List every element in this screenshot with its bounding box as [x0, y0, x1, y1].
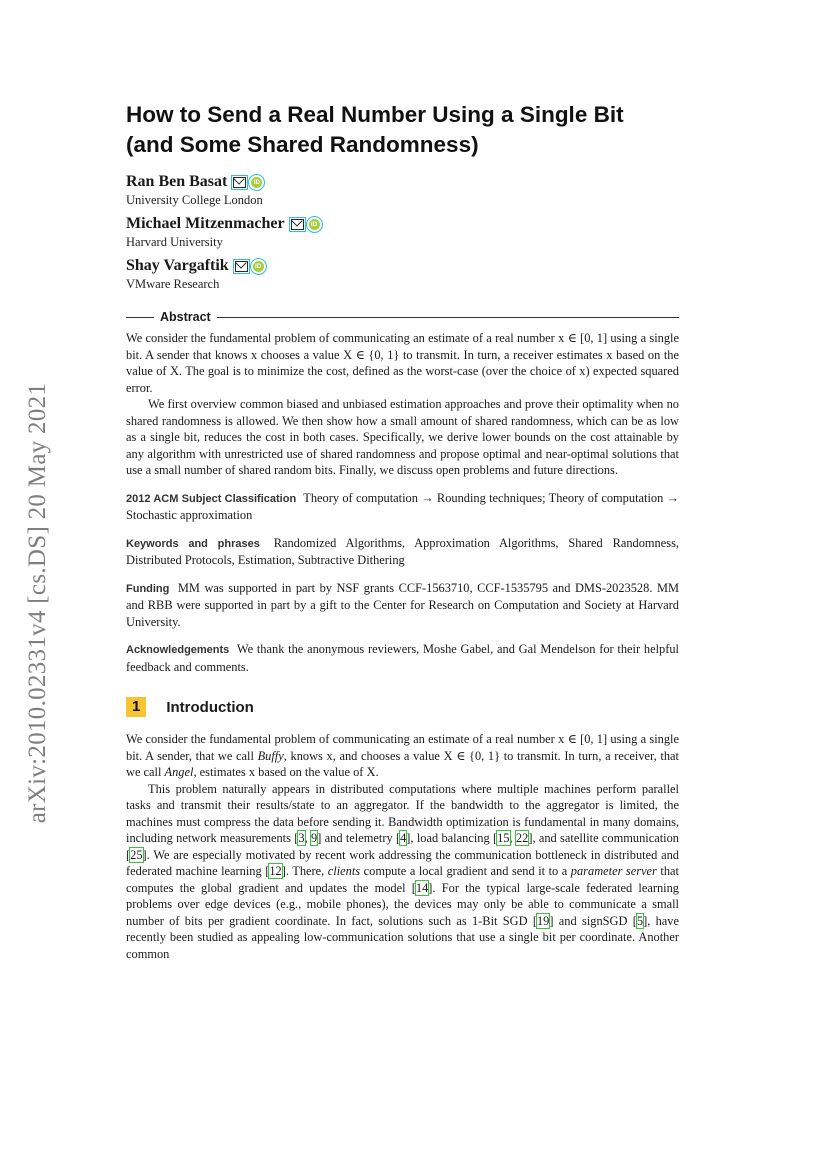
author-block: [126, 214, 679, 250]
citation-link[interactable]: 15: [497, 831, 510, 845]
abstract-paragraph: We first overview common biased and unbiased estimation approaches and prove their optimality when no shared randomness is allowed. We then show how a small amount of shared randomness, which can be as low as a single bit, reduces the cost in both cases. Specifically, we derive lower bounds on the cost attainable by any algorithm with unrestricted use of shared randomness and propose optimal and near-optimal solutions that use a small number of shared random bits. Finally, we discuss open problems and future directions.: [126, 397, 679, 477]
abstract-body: [126, 330, 679, 479]
funding-label: Funding: [126, 582, 170, 595]
funding-text: MM was supported in part by NSF grants CCF-1563710, CCF-1535795 and DMS-2023528. MM and RBB were supported in part by a gift to the Center for Research on Computation and Society at Harvard University.: [126, 580, 679, 629]
author-name: Michael Mitzenmacher: [126, 215, 285, 232]
intro-paragraph: We consider the fundamental problem of communicating an estimate of a real number x ∈ [0, 1] using a single bit. A sender, that we call Buffy, knows x, and chooses a value X ∈ {0, 1} to transmit. In turn, a receiver, that we call Angel, estimates x based on the value of X.: [126, 732, 679, 779]
orcid-icon[interactable]: iD: [309, 219, 320, 230]
heading-rule: [126, 317, 154, 318]
author-affiliation: VMware Research: [126, 277, 220, 291]
paper-page: [126, 100, 679, 962]
citation-link[interactable]: 14: [415, 880, 429, 895]
author-affiliation: University College London: [126, 193, 263, 207]
citation-link[interactable]: 12: [269, 864, 282, 878]
intro-paragraph: This problem naturally appears in distributed computations where multiple machines perform parallel tasks and transmit their results/state to an aggregator. If the bandwidth to the aggregator is limited, the machines must compress the data before sending it. Bandwidth optimization is fundamental in many domains, including network measurements [3, 9] and telemetry [4], load balancing [15, 22], and satellite communication [25]. We are especially motivated by recent work addressing the communication bottleneck in distributed and federated machine learning [12]. There, clients compute a local gradient and send it to a parameter server that computes the global gradient and updates the model [14]. For the typical large-scale federated learning problems over edge devices (e.g., mobile phones), the devices may only be able to communicate a small number of bits per gradient coordinate. In fact, solutions such as 1-Bit SGD [19] and signSGD [5], have recently been studied as appealing low-communication solutions that use a single bit per coordinate. Another common: [126, 781, 679, 961]
orcid-icon[interactable]: iD: [253, 261, 264, 272]
section-heading: [126, 697, 679, 717]
mail-icon[interactable]: [291, 219, 304, 230]
author-block: [126, 172, 679, 208]
citation-link[interactable]: 22: [515, 831, 529, 845]
author-name: Shay Vargaftik: [126, 257, 229, 274]
orcid-icon[interactable]: iD: [251, 177, 262, 188]
citation-link[interactable]: 9: [311, 831, 318, 845]
citation-link[interactable]: 19: [536, 913, 550, 928]
section-title: Introduction: [166, 698, 254, 716]
author-list: [126, 172, 679, 292]
heading-rule: [217, 317, 679, 318]
section-number-badge: 1: [126, 697, 146, 717]
citation-link[interactable]: 25: [130, 847, 143, 862]
acm-label: 2012 ACM Subject Classification: [126, 492, 297, 505]
emph-parameter-server: parameter server: [570, 864, 657, 878]
acknowledgements: [126, 641, 679, 675]
emph-buffy: Buffy: [257, 748, 284, 763]
abstract-heading-text: Abstract: [160, 310, 211, 324]
ack-text: We thank the anonymous reviewers, Moshe Gabel, and Gal Mendelson for their helpful feedback and comments.: [126, 642, 679, 674]
acm-classification: [126, 490, 679, 524]
citation-link[interactable]: 4: [400, 831, 407, 845]
introduction-body: [126, 731, 679, 962]
acm-text: Theory of computation → Rounding techniques; Theory of computation → Stochastic approximation: [126, 490, 679, 522]
paper-title: [126, 100, 679, 160]
mail-icon[interactable]: [233, 177, 246, 188]
author-block: [126, 256, 679, 292]
emph-clients: clients: [327, 864, 361, 878]
abstract-heading: [126, 310, 679, 324]
abstract-paragraph: We consider the fundamental problem of communicating an estimate of a real number x ∈ [0, 1] using a single bit. A sender that knows x chooses a value X ∈ {0, 1} to transmit. In turn, a receiver estimates x based on the value of X. The goal is to minimize the cost, defined as the worst-case (over the choice of x) expected squared error.: [126, 331, 679, 395]
ack-label: Acknowledgements: [126, 644, 230, 656]
emph-angel: Angel: [164, 765, 194, 779]
funding: [126, 580, 679, 631]
mail-icon[interactable]: [235, 261, 248, 272]
arxiv-stamp-text: arXiv:2010.02331v4 [cs.DS] 20 May 2021: [24, 382, 51, 824]
keywords: [126, 535, 679, 569]
citation-link[interactable]: 3: [298, 831, 305, 845]
title-line-1: How to Send a Real Number Using a Single Bit: [126, 102, 624, 127]
author-affiliation: Harvard University: [126, 235, 223, 249]
title-line-2: (and Some Shared Randomness): [126, 132, 479, 157]
author-name: Ran Ben Basat: [126, 173, 228, 190]
keywords-label: Keywords and phrases: [126, 537, 260, 550]
keywords-text: Randomized Algorithms, Approximation Algorithms, Shared Randomness, Distributed Protocols, Estimation, Subtractive Dithering: [126, 535, 679, 567]
citation-link[interactable]: 5: [636, 913, 644, 928]
